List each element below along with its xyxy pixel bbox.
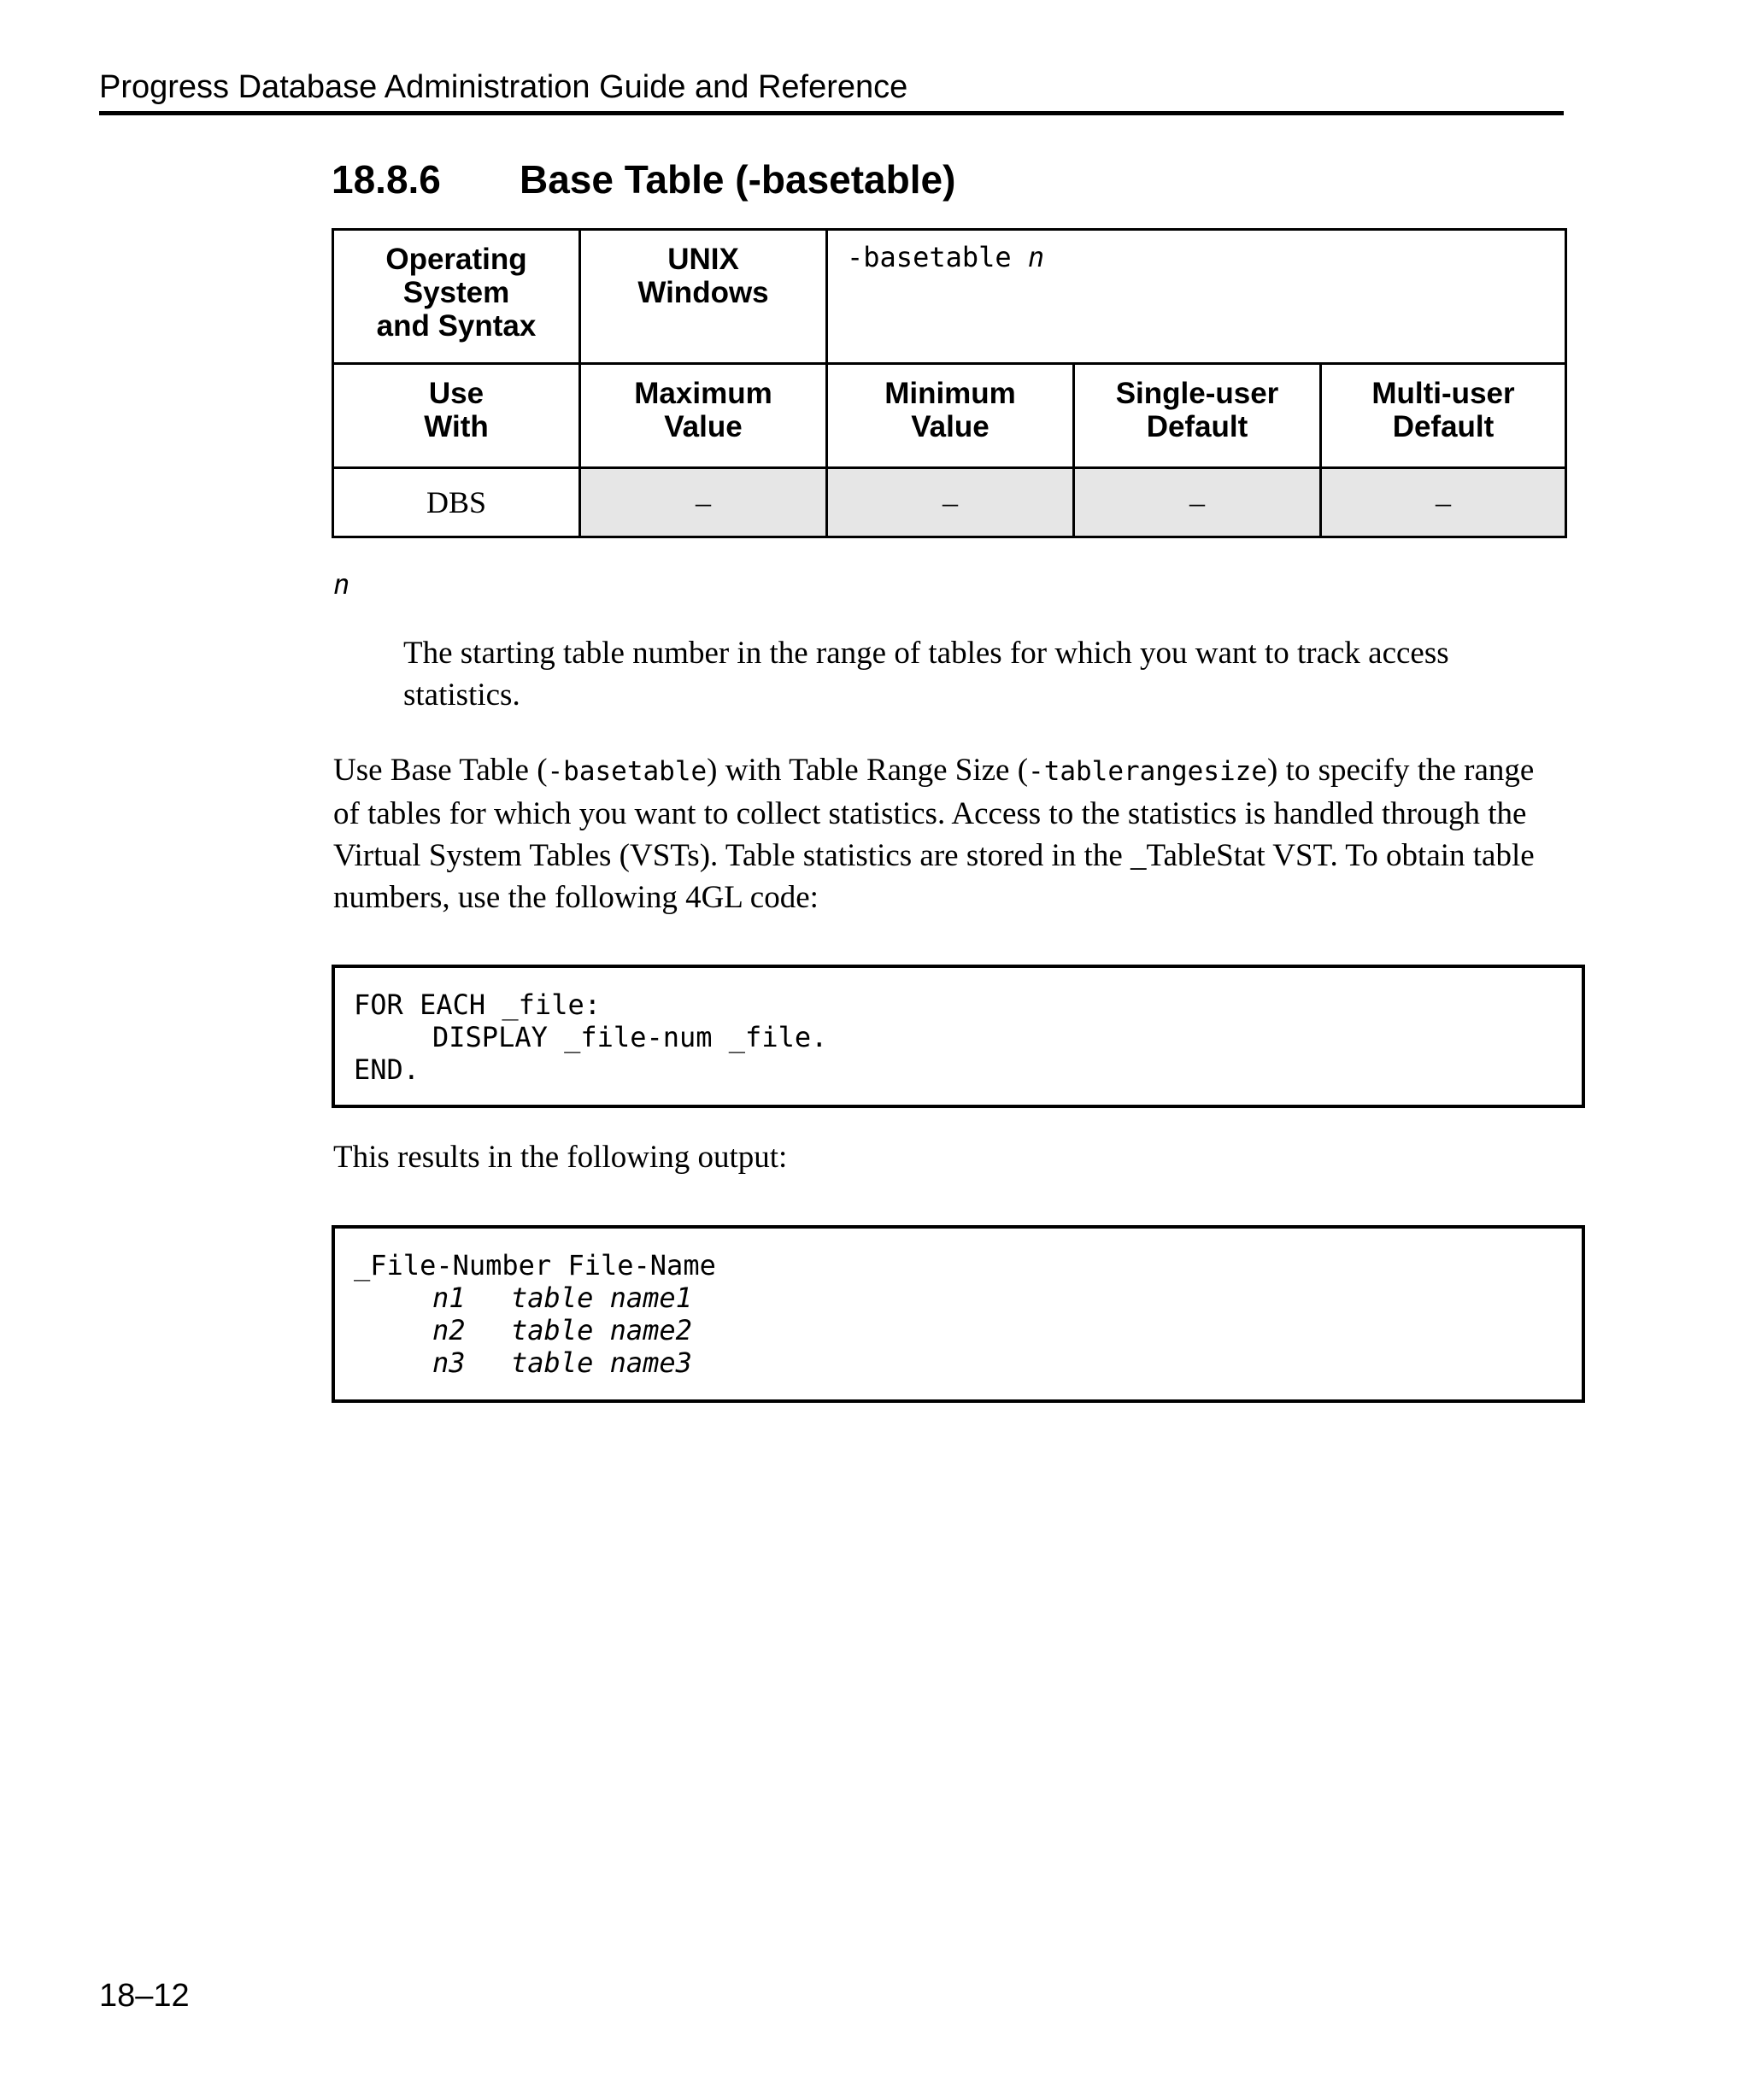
output-name: table name3	[511, 1346, 692, 1379]
os-label-line: and Syntax	[376, 309, 537, 343]
value-multi-user-default: –	[1321, 468, 1566, 537]
running-header: Progress Database Administration Guide and Reference	[99, 69, 908, 105]
os-value-cell	[580, 230, 827, 364]
output-num: n3	[432, 1346, 466, 1379]
header-line: Minimum	[884, 377, 1016, 410]
value-minimum: –	[827, 468, 1074, 537]
os-value-line: UNIX	[667, 243, 739, 276]
header-multi-user-default	[1321, 364, 1566, 468]
text-run: ) with Table Range Size (	[707, 753, 1029, 788]
code-line: DISPLAY _file-num _file.	[432, 1021, 828, 1053]
page-number: 18–12	[99, 1978, 190, 2014]
code-block-output	[332, 1225, 1585, 1403]
section-number: 18.8.6	[332, 157, 441, 202]
os-label-line: System	[402, 276, 510, 309]
os-value-line: Windows	[637, 276, 769, 309]
os-label-cell	[333, 230, 580, 364]
header-line: Use	[428, 377, 484, 410]
column-header-row	[333, 364, 1566, 468]
inline-code: -basetable	[547, 756, 708, 787]
value-maximum: –	[580, 468, 827, 537]
output-num: n2	[432, 1314, 466, 1346]
output-header-line: _File-Number File-Name	[354, 1249, 716, 1282]
header-line: Single-user	[1115, 377, 1279, 410]
syntax-cell	[827, 230, 1566, 364]
text-run: ) to specify the range of tables for which you want to collect statistics. Access to the statistics is handled through the Virtual System Tables (VSTs). Table statistics are stored in the _TableStat VST. To obtain table numbers, use the following 4GL code:	[333, 753, 1535, 915]
code-block-4gl	[332, 965, 1585, 1108]
section-title: Base Table (-basetable)	[520, 157, 956, 202]
header-use-with	[333, 364, 580, 468]
header-line: Multi-user	[1371, 377, 1515, 410]
value-use-with: DBS	[333, 468, 580, 537]
syntax-code: -basetable	[847, 241, 1012, 273]
header-line: Value	[664, 410, 743, 443]
parameter-table	[332, 228, 1567, 538]
value-single-user-default: –	[1074, 468, 1321, 537]
text-run: Use Base Table (	[333, 753, 548, 788]
code-line: FOR EACH _file:	[354, 988, 601, 1021]
output-num: n1	[432, 1282, 466, 1314]
output-name: table name1	[511, 1282, 692, 1314]
syntax-arg: n	[1027, 241, 1045, 273]
header-line: Value	[911, 410, 990, 443]
header-rule	[99, 111, 1564, 115]
os-syntax-row	[333, 230, 1566, 364]
section-heading	[332, 155, 955, 203]
header-line: With	[424, 410, 489, 443]
header-minimum-value	[827, 364, 1074, 468]
body-paragraph	[333, 749, 1568, 918]
header-line: Maximum	[634, 377, 772, 410]
header-line: Default	[1146, 410, 1248, 443]
header-line: Default	[1392, 410, 1495, 443]
output-row	[354, 1346, 1582, 1379]
output-row	[354, 1282, 1582, 1314]
term-definition: The starting table number in the range of tables for which you want to track access statistics.	[403, 636, 1449, 713]
header-single-user-default	[1074, 364, 1321, 468]
header-maximum-value	[580, 364, 827, 468]
inline-code: -tablerangesize	[1028, 756, 1267, 787]
output-name: table name2	[511, 1314, 692, 1346]
os-label-line: Operating	[385, 243, 527, 276]
value-row	[333, 468, 1566, 537]
code-line: END.	[354, 1053, 420, 1086]
result-text: This results in the following output:	[333, 1140, 788, 1175]
output-row	[354, 1314, 1582, 1346]
term-name: n	[333, 568, 350, 601]
